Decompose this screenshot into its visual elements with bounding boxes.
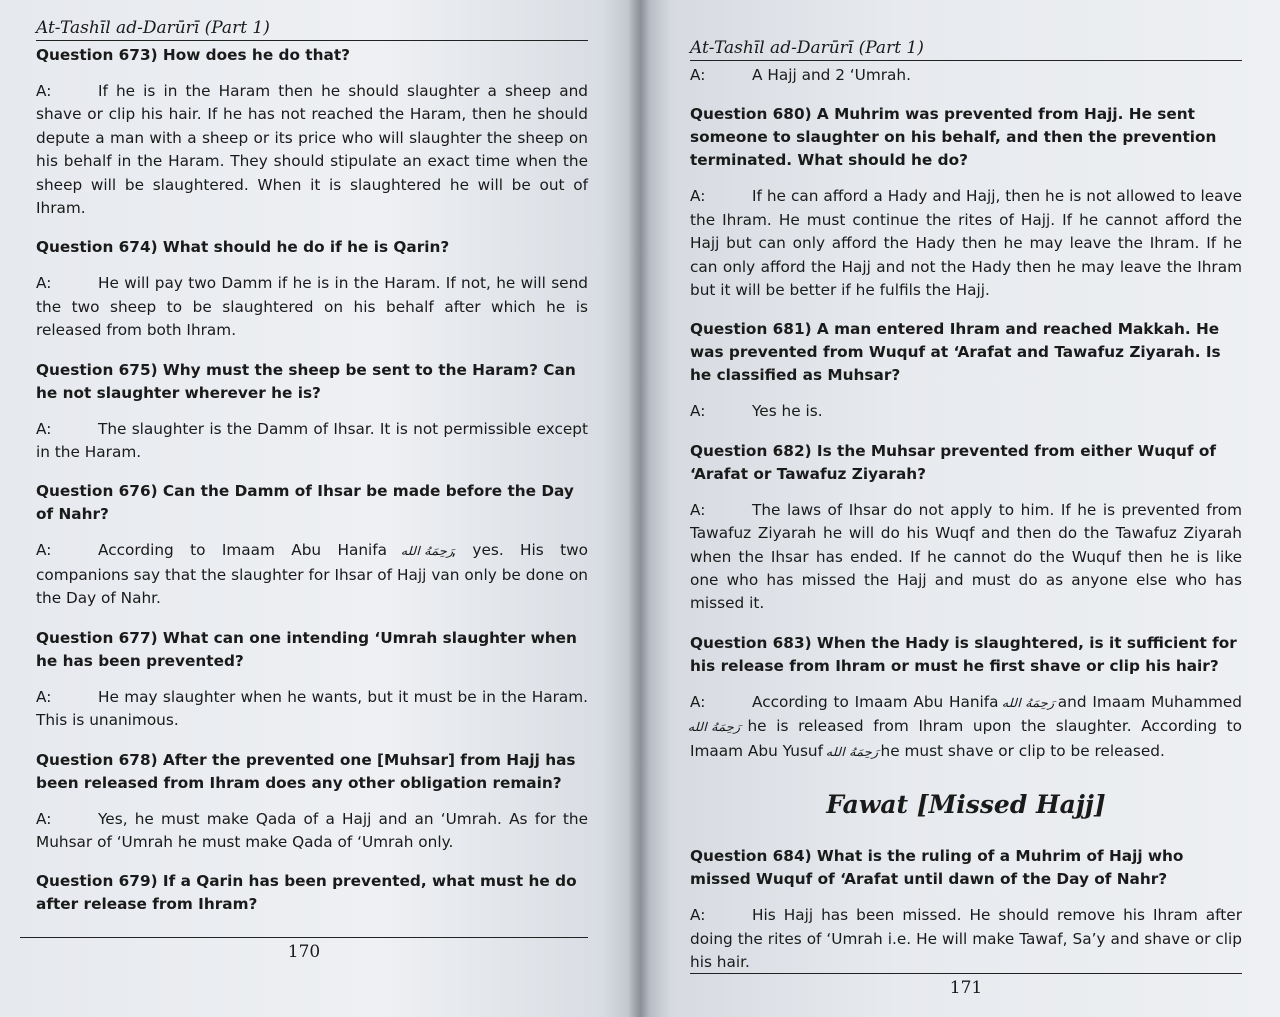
question-heading: Question 684) What is the ruling of a Muhrim of Hajj who missed Wuquf of ‘Arafat until dawn of the Day of Nahr? — [690, 847, 1184, 889]
answer-label: A: — [690, 692, 706, 711]
page-number-right: 171 — [690, 973, 1242, 1013]
question-heading: Question 680) A Muhrim was prevented from Hajj. He sent someone to slaughter on his behalf, and then the prevention terminated. What should he do? — [690, 105, 1217, 170]
answer-text: Yes, he must make Qada of a Hajj and an ‘Umrah. As for the Muhsar of ‘Umrah he must make Qada of ‘Umrah only. — [36, 809, 588, 851]
question-heading: Question 675) Why must the sheep be sent to the Haram? Can he not slaughter wherever he is? — [36, 360, 576, 402]
answer-label: A: — [36, 274, 52, 293]
answer-paragraph: A: According to Imaam Abu Hanifa رَحِمَهُ الله and Imaam Muhammed رَحِمَهُ الله he is released from Ihram upon the slaughter. According to Imaam Abu Yusuf رَحِمَهُ الله he must shave or clip to be released. — [690, 691, 1242, 764]
answer-label: A: — [36, 82, 52, 100]
running-header-left: At-Tashīl ad-Darūrī (Part 1) — [36, 18, 588, 41]
answer-text: His Hajj has been missed. He should remove his Ihram after doing the rites of ‘Umrah i.e. He will make Tawaf, Sa’y and shave or clip his hair. — [690, 906, 1242, 971]
question-heading: Question 677) What can one intending ‘Umrah slaughter when he has been prevented? — [36, 628, 577, 670]
answer-label: A: — [690, 66, 706, 84]
question-heading: Question 681) A man entered Ihram and reached Makkah. He was prevented from Wuquf at ‘Arafat and Tawafuz Ziyarah. Is he classified as Muhsar? — [690, 320, 1221, 385]
answer-text: The slaughter is the Damm of Ihsar. It is not permissible except in the Haram. — [36, 419, 588, 462]
book-gutter-shadow — [628, 0, 650, 1017]
question-heading: Question 679) If a Qarin has been prevented, what must he do after release from Ihram? — [36, 872, 577, 914]
question-heading: Question 678) After the prevented one [Muhsar] from Hajj has been released from Ihram does any other obligation remain? — [36, 750, 576, 792]
answer-paragraph — [36, 80, 588, 220]
question-heading: Question 673) How does he do that? — [36, 46, 351, 64]
answer-paragraph — [36, 418, 588, 465]
running-header-right: At-Tashīl ad-Darūrī (Part 1) — [690, 38, 1242, 61]
answer-paragraph — [690, 904, 1242, 974]
honorific-glyph: رَحِمَهُ الله — [825, 744, 879, 759]
answer-paragraph: A: According to Imaam Abu Hanifa رَحِمَهُ الله, yes. His two companions say that the slaughter for Ihsar of Hajj van only be done on the Day of Nahr. — [36, 541, 588, 608]
answer-label: A: — [36, 541, 52, 560]
answer-label: A: — [36, 809, 52, 828]
answer-paragraph — [36, 808, 588, 855]
question-heading: Question 682) Is the Muhsar prevented from either Wuquf of ‘Arafat or Tawafuz Ziyarah? — [690, 441, 1217, 483]
answer-paragraph — [36, 272, 588, 342]
answer-label: A: — [690, 402, 706, 421]
answer-label: A: — [36, 419, 52, 438]
answer-paragraph — [690, 499, 1242, 616]
answer-label: A: — [690, 906, 706, 925]
answer-text: He may slaughter when he wants, but it must be in the Haram. This is unanimous. — [36, 687, 588, 730]
answer-paragraph — [36, 686, 588, 733]
answer-text: If he is in the Haram then he should slaughter a sheep and shave or clip his hair. If he has not reached the Haram, then he should depute a man with a sheep or its price who will slaughter the sheep on his behalf in the Haram. They should stipulate an exact time when the sheep will be slaughtered. When it is slaughtered he will be out of Ihram. — [36, 82, 588, 218]
right-page-content — [687, 64, 1242, 974]
answer-text: Yes he is. — [752, 402, 823, 421]
answer-text: If he can afford a Hady and Hajj, then he is not allowed to leave the Ihram. He must continue the rites of Hajj. If he cannot afford the Hajj but can only afford the Hady then he may leave the Ihram. If he can only afford the Hajj and not the Hady then he may leave the Ihram but it will be better if he fulfils the Hajj. — [690, 187, 1242, 300]
answer-label: A: — [36, 687, 52, 706]
answer-text: A Hajj and 2 ‘Umrah. — [752, 66, 911, 84]
question-heading: Question 676) Can the Damm of Ihsar be made before the Day of Nahr? — [36, 482, 574, 524]
answer-text: The laws of Ihsar do not apply to him. If he is prevented from Tawafuz Ziyarah he will do his Wuqf and then do the Tawafuz Ziyarah when the Ihsar has ended. If he cannot do the Wuquf then he is like one who has missed the Hajj and must do as anyone else who has missed it. — [690, 500, 1242, 613]
question-heading: Question 674) What should he do if he is Qarin? — [36, 238, 450, 257]
section-title: Fawat [Missed Hajj] — [826, 790, 1106, 820]
page-number-left: 170 — [20, 937, 588, 1007]
honorific-glyph: رَحِمَهُ الله — [1001, 695, 1055, 710]
answer-paragraph — [690, 64, 1242, 87]
answer-label: A: — [690, 500, 706, 519]
right-page — [640, 0, 1280, 1017]
answer-paragraph — [690, 185, 1242, 302]
honorific-glyph: رَحِمَهُ الله — [687, 720, 741, 735]
answer-text: He will pay two Damm if he is in the Haram. If not, he will send the two sheep to be slaughtered on his behalf after which he is released from both Ihram. — [36, 274, 588, 340]
question-heading: Question 683) When the Hady is slaughtered, is it sufficient for his release from Ihram or must he first shave or clip his hair? — [690, 633, 1237, 675]
honorific-glyph: رَحِمَهُ الله — [401, 544, 454, 559]
answer-paragraph — [690, 400, 1242, 423]
left-page-content — [36, 44, 588, 916]
answer-label: A: — [690, 187, 706, 206]
